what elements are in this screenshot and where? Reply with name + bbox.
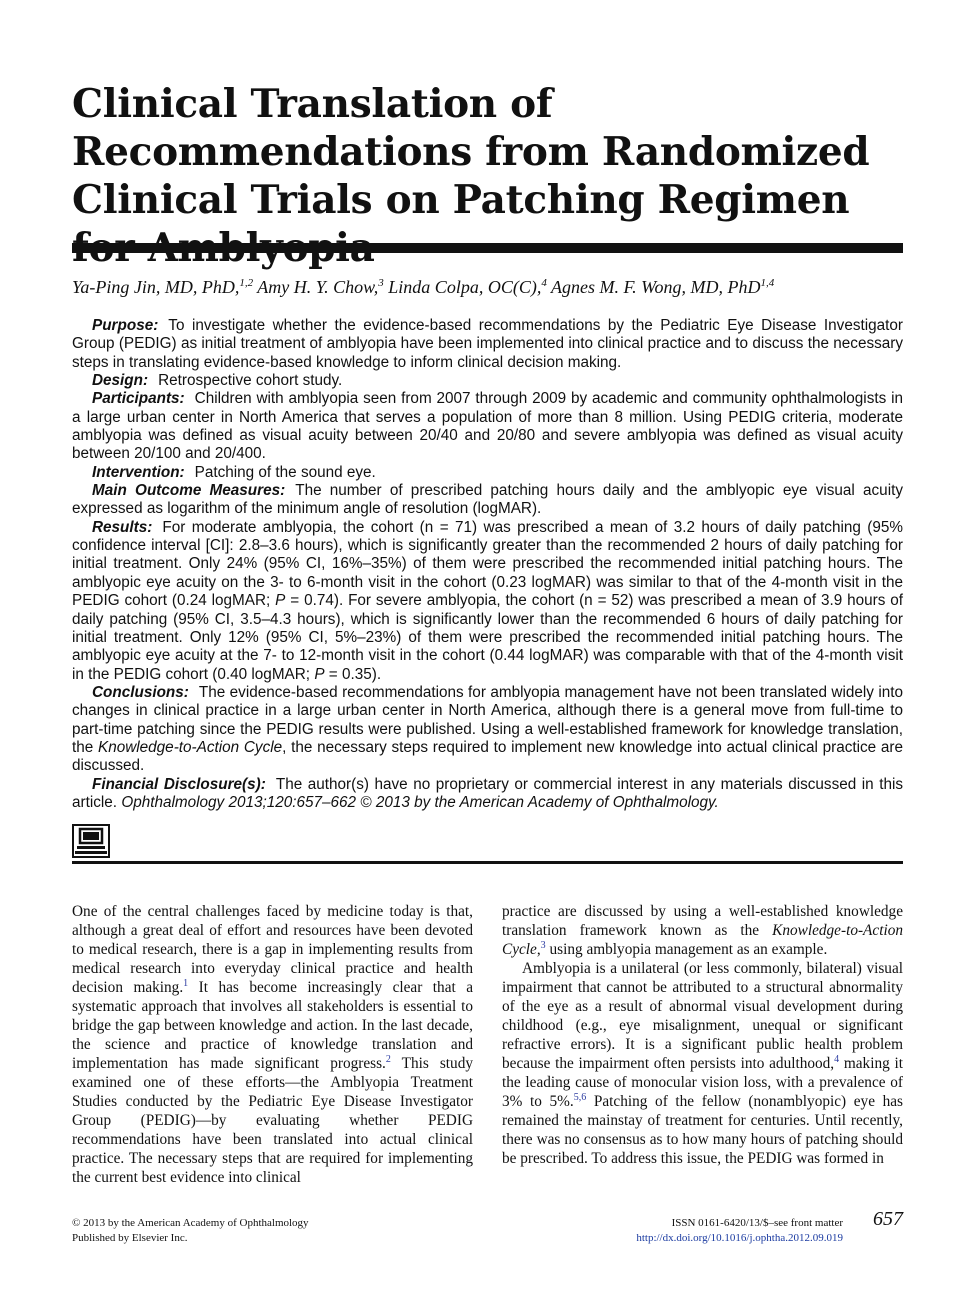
reference-link[interactable]: 3 bbox=[540, 940, 546, 951]
participants-label: Participants: bbox=[92, 390, 185, 408]
intervention-text: Patching of the sound eye. bbox=[194, 463, 376, 481]
author-name: Amy H. Y. Chow, bbox=[257, 277, 379, 297]
outcome-label: Main Outcome Measures: bbox=[92, 482, 286, 500]
footer-copyright-block bbox=[72, 1216, 309, 1246]
author-name: Linda Colpa, OC(C), bbox=[388, 277, 542, 297]
results-text: For moderate amblyopia, the cohort (n = 71) was prescribed a mean of 3.2 hours of daily patching (95% confidence interval [CI]: 2.8–3.6 hours), which is significantly greater than the recommended 2 hours of daily patching for initial treatment. Only 24% (95% CI, 16%–35%) of them were prescribed the recommended initial patching hours. The amblyopic eye acuity on the 3- to 6-month visit in the cohort (0.23 logMAR) was similar to that of the 4-month visit in the PEDIG cohort (0.24 logMAR; bbox=[72, 518, 903, 610]
author-affiliation: 3 bbox=[378, 277, 384, 289]
reference-link[interactable]: 4 bbox=[834, 1054, 840, 1065]
conclusions-label: Conclusions: bbox=[92, 683, 189, 701]
reference-link[interactable]: 1 bbox=[183, 978, 189, 989]
footer-issn-block bbox=[560, 1216, 843, 1246]
body-text: One of the central challenges faced by medicine today is that, although a great deal of effort and resources have been devoted to medical research, there is a gap in implementing results from medical research into everyday clinical practice and health decision making. bbox=[72, 903, 473, 996]
abstract-results bbox=[72, 519, 903, 684]
abstract-design bbox=[72, 372, 903, 390]
body-column-left bbox=[72, 902, 473, 1187]
participants-text: Children with amblyopia seen from 2007 through 2009 by academic and community ophthalmologists in a large urban center in North America that serves a population of more than 8 million. Using PEDIG criteria, moderate amblyopia was defined as visual acuity between 20/40 and 20/80 and severe amblyopia was defined as visual acuity between 20/100 and 20/400. bbox=[72, 390, 903, 463]
author-affiliation: 4 bbox=[541, 277, 547, 289]
page-number: 657 bbox=[873, 1208, 903, 1230]
body-paragraph bbox=[72, 902, 473, 1187]
body-text: practice are discussed by using a well-established knowledge translation framework known as the bbox=[502, 903, 903, 939]
abstract-rule bbox=[72, 861, 903, 864]
body-paragraph bbox=[502, 959, 903, 1168]
results-text: = 0.35). bbox=[324, 665, 382, 683]
design-label: Design: bbox=[92, 372, 149, 390]
body-text: Amblyopia is a unilateral (or less commonly, bilateral) visual impairment that cannot be attributed to a structural abnormality of the eye as a result of abnormal visual development during childhood (e.g., eye misalignment, unequal or significant refractive errors). It is a significant public health problem because the impairment often persists into adulthood, bbox=[502, 960, 903, 1072]
abstract-intervention bbox=[72, 464, 903, 482]
p-value-symbol: P bbox=[314, 665, 325, 683]
conclusions-text: , the necessary steps required to implement new knowledge into actual clinical practice are discussed. bbox=[72, 738, 904, 775]
conclusions-text: The evidence-based recommendations for amblyopia management have not been translated widely into changes in clinical practice in a large urban center in North America, although there is a general move from full-time to part-time patching since the PEDIG results were published. Using a well-established framework for knowledge translation, the bbox=[72, 683, 903, 756]
body-text: This study examined one of these efforts—the Amblyopia Treatment Studies conducted by the Pediatric Eye Disease Investigator Group (PEDIG)—by evaluating whether PEDIG recommendations have been translated into actual clinical practice. The necessary steps that are required for implementing the current best evidence into clinical bbox=[72, 1055, 474, 1186]
p-value-symbol: P bbox=[275, 592, 286, 610]
framework-name: Knowledge-to-Action Cycle bbox=[502, 922, 903, 958]
disclosure-label: Financial Disclosure(s): bbox=[92, 775, 266, 793]
disclosure-text: The author(s) have no proprietary or commercial interest in any materials discussed in this article. bbox=[72, 775, 904, 811]
reference-link[interactable]: 2 bbox=[385, 1054, 391, 1065]
author-name: Agnes M. F. Wong, MD, PhD bbox=[551, 277, 761, 297]
abstract-outcome bbox=[72, 482, 903, 519]
abstract bbox=[72, 317, 903, 812]
issn-text: ISSN 0161-6420/13/$–see front matter bbox=[671, 1217, 843, 1229]
results-label: Results: bbox=[92, 518, 153, 536]
doi-link[interactable]: http://dx.doi.org/10.1016/j.ophtha.2012.09.019 bbox=[636, 1232, 843, 1244]
outcome-text: The number of prescribed patching hours daily and the amblyopic eye visual acuity expressed as logarithm of the minimum angle of resolution (logMAR). bbox=[72, 482, 903, 518]
publisher-text: Published by Elsevier Inc. bbox=[72, 1232, 188, 1244]
body-column-right bbox=[502, 902, 903, 1168]
abstract-disclosure bbox=[72, 776, 903, 813]
title-rule bbox=[72, 243, 903, 253]
intervention-label: Intervention: bbox=[92, 463, 185, 481]
results-text: = 0.74). For severe amblyopia, the cohort (n = 52) was prescribed a mean of 3.9 hours of daily patching (95% CI, 3.5–4.3 hours), which is significantly lower than the recommended 6 hours of daily patching for initial treatment. Only 12% (95% CI, 5%–23%) of them were prescribed the recommended initial patching hours. The amblyopic eye acuity at the 7- to 12-month visit in the cohort (0.44 logMAR) was comparable with that of the 4-month visit in the PEDIG cohort (0.40 logMAR; bbox=[72, 592, 903, 683]
body-text: It has become increasingly clear that a systematic approach that involves all stakeholders is essential to bridge the gap between knowledge and action. In the last decade, the science and practice of knowledge translation and implementation has made significant progress. bbox=[72, 979, 473, 1072]
copyright-text: © 2013 by the American Academy of Ophthalmology bbox=[72, 1217, 309, 1229]
article-title: Clinical Translation of Recommendations from Randomized Clinical Trials on Patching Regimen bbox=[72, 81, 870, 223]
author-name: Ya-Ping Jin, MD, PhD, bbox=[72, 277, 240, 297]
author-affiliation: 1,4 bbox=[760, 277, 775, 289]
author-affiliation: 1,2 bbox=[239, 277, 254, 289]
design-text: Retrospective cohort study. bbox=[158, 372, 343, 390]
purpose-label: Purpose: bbox=[92, 317, 159, 334]
abstract-conclusions bbox=[72, 684, 903, 776]
body-text: Patching of the fellow (nonamblyopic) eye has remained the mainstay of treatment for centuries. Until recently, there was no consensus as to how many hours of patching should be prescribed. To address this issue, the PEDIG was formed in bbox=[502, 1093, 904, 1167]
abstract-participants bbox=[72, 390, 903, 463]
computer-monitor-icon bbox=[72, 824, 110, 858]
abstract-purpose bbox=[72, 317, 903, 372]
reference-link[interactable]: 5,6 bbox=[573, 1092, 587, 1103]
author-list bbox=[72, 274, 912, 300]
journal-citation: Ophthalmology 2013;120:657–662 © 2013 by the American Academy of Ophthalmology. bbox=[121, 793, 719, 811]
framework-name: Knowledge-to-Action Cycle bbox=[98, 738, 283, 756]
body-text: making it the leading cause of monocular vision loss, with a prevalence of 3% to 5%. bbox=[502, 1055, 903, 1110]
purpose-text: To investigate whether the evidence-based recommendations by the Pediatric Eye Disease Investigator Group (PEDIG) as initial treatment of amblyopia have been implemented into clinical practice and to discuss the necessary steps in translating evidence-based knowledge to inform clinical decision making. bbox=[72, 317, 903, 371]
body-paragraph: practice are discussed by using a well-established knowledge translation framework known as the Knowledge-to-Action Cycle,$^3$ using amblyopia management as an example. bbox=[502, 903, 903, 958]
body-text: using amblyopia management as an example. bbox=[545, 941, 828, 958]
